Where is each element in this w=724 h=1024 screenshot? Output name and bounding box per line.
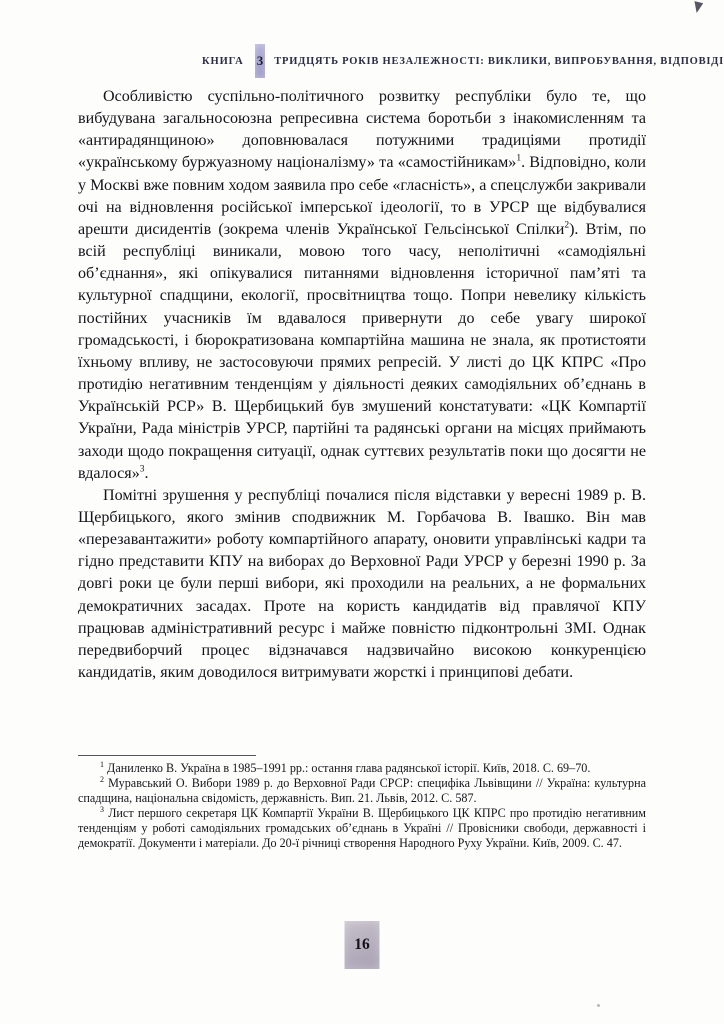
footnote-ref-3[interactable]: 3 xyxy=(139,464,145,475)
footnote-ref-2[interactable]: 2 xyxy=(564,220,570,231)
footnote-ref-1[interactable]: 1 xyxy=(516,154,522,165)
footnote-text: Даниленко В. Україна в 1985–1991 рр.: остання глава радянської історії. Київ, 2018. С. 69–70. xyxy=(107,761,591,775)
book-number-value: 3 xyxy=(256,53,264,68)
paragraph-2: Помітні зрушення у республіці почалися після відставки у вересні 1989 р. В. Щербицького, якого змінив сподвижник М. Горбачова В. Івашко. Він мав «перезавантажити» роботу компартійного апарату, оновити управлінські кадри та гідно представити КПУ на виборах до Верховної Ради УРСР у березні 1990 р. За довгі роки це були перші вибори, які проходили на реальних, а не формальних демократичних засадах. Проте на користь кандидатів від правлячої КПУ працював адміністративний ресурс і майже повністю підконтрольні ЗМІ. Однак передвиборчий процес відзначався надзвичайно високою конкуренцією кандидатів, яким доводилося витримувати жорсткі і принципові дебати. xyxy=(78,486,646,682)
running-head-book-label: КНИГА xyxy=(202,55,244,67)
footnote-text: Муравський О. Вибори 1989 р. до Верховної Ради СРСР: специфіка Львівщини // Україна: культурна спадщина, національна свідомість, державність. Вип. 21. Львів, 2012. С. 587. xyxy=(78,776,646,806)
running-head-title: ТРИДЦЯТЬ РОКІВ НЕЗАЛЕЖНОСТІ: ВИКЛИКИ, ВИПРОБУВАННЯ, ВІДПОВІДІ xyxy=(274,55,724,67)
footnotes-block xyxy=(78,755,646,852)
page-number-box xyxy=(345,921,380,969)
running-head xyxy=(0,44,724,78)
footnote-item xyxy=(78,806,646,851)
paragraph-1-segment-1: Особливістю суспільно-політичного розвитку республіки було те, що вибудувана загальносоюзна репресивна система боротьби з інакомисленням та «антирадянщиною» доповнювалася потужними традиціями протидії «українському буржуазному націоналізму» та «самостійникам» xyxy=(78,88,646,172)
book-number-badge xyxy=(255,44,266,78)
footnote-separator-rule xyxy=(78,755,256,756)
footnote-marker: 2 xyxy=(100,775,104,785)
paragraph-1-segment-3: ). Втім, по всій республіці виникали, мовою того часу, неполітичні «самодіяльні об’єднання», які опікувалися питаннями відновлення історичної пам’яті та культурної спадщини, екології, просвітництва тощо. Попри невелику кількість постійних учасників їм вдавалося привернути до себе увагу широкої громадськості, і бюрократизована компартійна машина не знала, як протистояти їхньому впливу, не застосовуючи прямих репресій. У листі до ЦК КПРС «Про протидію негативним тенденціям у діяльності деяких самодіяльних об’єднань в Українській РСР» В. Щербицький був змушений констатувати: «ЦК Компартії України, Рада міністрів УРСР, партійні та радянські органи на місцях приймають заходи щодо покращення ситуації, однак суттєвих результатів поки що досягти не вдалося» xyxy=(78,220,646,482)
scan-speckle-artifact xyxy=(597,1004,600,1007)
scan-corner-artifact-icon xyxy=(692,1,703,14)
footnote-marker: 1 xyxy=(100,759,104,769)
body-text-column xyxy=(78,86,646,684)
paragraph-1-segment-2: . Відповідно, коли у Москві вже повним ходом заявила про себе «гласність», а спецслужби закривали очі на відновлення російської імперської ідеології, то в УРСР ще відбувалися арешти дисидентів (зокрема членів Української Гельсінської Спілки xyxy=(78,154,647,238)
footnote-text: Лист першого секретаря ЦК Компартії України В. Щербицького ЦК КПРС про протидію негативним тенденціям у роботі самодіяльних громадських об’єднань в Україні // Провісники свободи, державності і демократії. Документи і матеріали. До 20-ї річниці створення Народного Руху України. Київ, 2009. С. 47. xyxy=(78,806,646,851)
page-number-value: 16 xyxy=(354,936,370,953)
footnote-marker: 3 xyxy=(100,805,104,815)
paragraph-1-segment-4: . xyxy=(144,464,149,482)
paragraph-1 xyxy=(78,86,646,485)
footnote-item xyxy=(78,776,646,806)
footnote-item xyxy=(78,761,646,776)
